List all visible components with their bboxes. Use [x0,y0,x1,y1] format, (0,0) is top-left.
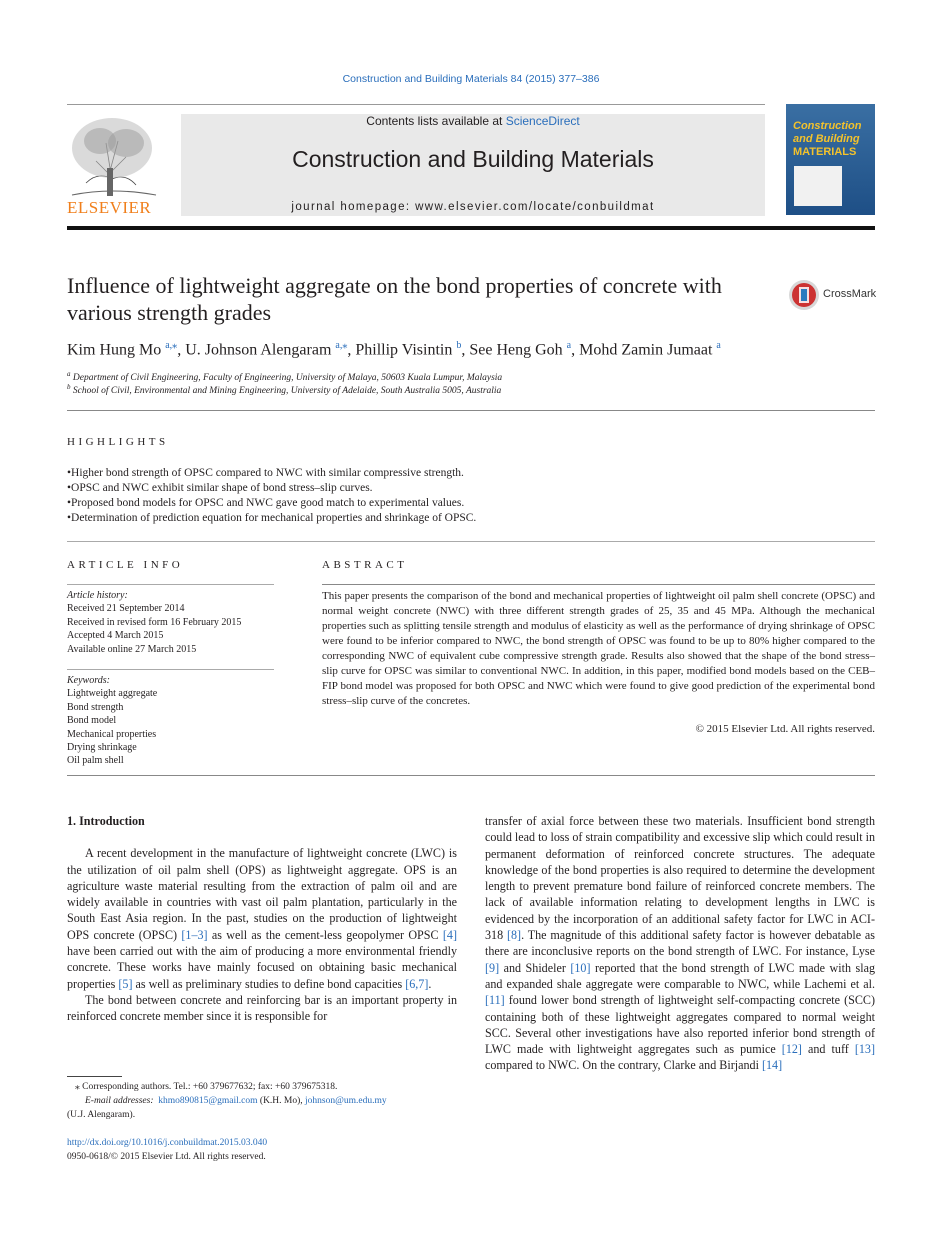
divider [67,584,274,585]
citation-link[interactable]: [12] [781,1042,802,1057]
journal-reference[interactable]: Construction and Building Materials 84 (2015) 377–386 [342,73,600,85]
history-label: Article history: [67,590,128,601]
highlights-heading: HIGHLIGHTS [67,436,169,448]
citation-link[interactable]: [8] [506,928,522,943]
cover-title: Construction and Building MATERIALS [793,120,862,158]
body-column-left [67,813,457,1025]
author-affiliation-mark[interactable]: a [716,340,721,351]
author-name: Phillip Visintin [355,341,453,359]
journal-title: Construction and Building Materials [292,146,654,172]
footnote-rule [67,1076,122,1077]
email-link[interactable]: johnson@um.edu.my [305,1096,387,1106]
paragraph: The bond between concrete and reinforcing bar is an important property in reinforced concrete member since it is responsible for [67,992,457,1024]
author-name: Mohd Zamin Jumaat [579,341,713,359]
highlights-list [67,466,875,526]
crossmark-badge[interactable] [788,279,908,311]
author-name: Kim Hung Mo [67,341,162,359]
citation-link[interactable]: [4] [442,927,457,942]
history-item: Received 21 September 2014 [67,603,185,615]
divider [67,541,875,542]
history-item: Available online 27 March 2015 [67,643,197,655]
footnote [67,1080,457,1122]
divider [322,584,875,585]
cover-panel [794,166,842,206]
paragraph: A recent development in the manufacture of lightweight concrete (LWC) is the utilization of oil palm shell (OPS) as lightweight aggregate. OPS is an agriculture waste material resulting from the extraction of palm oil and are widely available in countries with vast oil palm plantation, particularly in the South East Asia region. In the past, studies on the production of lightweight OPS concrete (OPSC) [1–3] as well as the cement-less geopolymer OPSC [4] have been carried out with the aim of producing a more environmental friendly concrete. These works have mainly focused on obtaining basic mechanical properties [5] as well as preliminary studies to define bond capacities [6,7]. [67,846,457,991]
abstract-heading: ABSTRACT [322,559,408,571]
keywords [67,674,277,768]
author-affiliation-mark[interactable]: a,⁎ [335,340,348,351]
article-title: Influence of lightweight aggregate on the bond properties of concrete with various strength grades [67,273,722,325]
citation-link[interactable]: [11] [485,993,505,1008]
article-history [67,589,277,656]
corresponding-author-note: ⁎ Corresponding authors. Tel.: +60 379677632; fax: +60 379675318. [75,1082,338,1092]
author-name: See Heng Goh [469,341,563,359]
doi-block [67,1136,267,1164]
abstract-text: This paper presents the comparison of the bond and mechanical properties of lightweight oil palm shell concrete (OPSC) and normal weight concrete (NWC) with three different strength grades of 25, 35 and 45 MPa. Although the mechanical properties such as splitting tensile strength and modulus of elasticity as well as the performance of drying shrinkage of OPSC were found to be inferior compared to NWC, the bond strength of OPSC was found to be up to 80% higher compared to the corresponding NWC of equivalent cube compressive strength grade. Results also showed that the shape of the bond stress–slip curve for OPSC was similar to conventional NWC. In addition, in this paper, modified bond models based on the CEB–FIP bond model was proposed for both OPSC and NWC which were found to give good prediction of the experimental bond stress–slip curve of the concretes. [322,590,875,707]
keyword: Mechanical properties [67,728,157,740]
keywords-label: Keywords: [67,675,110,686]
citation-link[interactable]: [13] [854,1042,875,1057]
email-link[interactable]: khmo890815@gmail.com [158,1096,258,1106]
citation-link[interactable]: [9] [485,960,500,975]
author-affiliation-mark[interactable]: a [566,340,572,351]
author-list: Kim Hung Mo $^{a,⁎}$, U. Johnson Alengaram $^{a,⁎}$, Phillip Visintin $^b$, See Heng Goh $^a$, Mohd Zamin Jumaat $^a$ [67,340,721,359]
divider [67,775,875,776]
citation-link[interactable]: [14] [761,1058,783,1073]
history-item: Accepted 4 March 2015 [67,630,164,642]
email-owner: (U.J. Alengaram). [67,1110,136,1120]
affiliation: $^a$ Department of Civil Engineering, Faculty of Engineering, University of Malaya, 50603 Kuala Lumpur, Malaysia [67,370,503,384]
body-column-right [485,813,875,1074]
affiliation: $^b$ School of Civil, Environmental and Mining Engineering, University of Adelaide, South Australia 5005, Australia [67,383,502,397]
contents-line [181,114,765,128]
journal-homepage[interactable]: journal homepage: www.elsevier.com/locate/conbuildmat [291,201,655,213]
issn-line: 0950-0618/© 2015 Elsevier Ltd. All rights reserved. [67,1152,266,1162]
divider [67,410,875,411]
highlight-item: • OPSC and NWC exhibit similar shape of bond stress–slip curves. [67,481,875,496]
keyword: Oil palm shell [67,755,124,767]
divider [67,669,274,670]
citation-link[interactable]: [5] [118,976,133,991]
highlight-item: • Higher bond strength of OPSC compared to NWC with similar compressive strength. [67,466,875,481]
keyword: Drying shrinkage [67,742,137,754]
keyword: Lightweight aggregate [67,688,158,700]
publisher-logo-text: ELSEVIER [67,198,152,217]
author-name: U. Johnson Alengaram [185,341,332,359]
highlight-item: • Proposed bond models for OPSC and NWC gave good match to experimental values. [67,496,875,511]
history-item: Received in revised form 16 February 2015 [67,616,242,628]
citation-link[interactable]: [1–3] [181,927,208,942]
crossmark-label: CrossMark [823,288,877,300]
abstract-copyright: © 2015 Elsevier Ltd. All rights reserved. [695,723,875,735]
doi-link[interactable]: http://dx.doi.org/10.1016/j.conbuildmat.2015.03.040 [67,1138,268,1148]
author-affiliation-mark[interactable]: b [456,340,462,351]
citation-link[interactable]: [6,7] [405,976,429,991]
email-line: E-mail addresses: khmo890815@gmail.com (K.H. Mo), johnson@um.edu.my [85,1096,387,1106]
keyword: Bond model [67,715,117,727]
keyword: Bond strength [67,701,124,713]
paragraph: transfer of axial force between these two materials. Insufficient bond strength could lead to loss of strain compatibility and excessive slip which could result in permanent deformation of reinforced concrete structures. The adequate knowledge of the bond properties is also required to determine the development length to prevent premature bond failure of reinforced concrete members. The lack of available information relating to development lengths in LWC is evidenced by the incorporation of an additional safety factor for LWC in ACI-318 [8]. The magnitude of this additional safety factor is however debatable as there are inconclusive reports on the bond strength of LWC. For instance, Lyse [9] and Shideler [10] reported that the bond strength of LWC made with slag and expanded shale aggregate were comparable to NWC, while Lachemi et al. [11] found lower bond strength of lightweight self-compacting concrete (SCC) containing both of these lightweight aggregates compared to normal weight SCC. Several other investigations have also reported inferior bond strength of LWC made with lightweight aggregates such as pumice [12] and tuff [13] compared to NWC. On the contrary, Clarke and Birjandi [14] [485,814,875,1073]
journal-cover-image[interactable] [786,104,875,215]
crossmark-icon [788,279,822,311]
highlight-item: • Determination of prediction equation for mechanical properties and shrinkage of OPSC. [67,511,875,526]
citation-link[interactable]: [10] [570,960,591,975]
section-heading: 1. Introduction [67,814,145,828]
sciencedirect-link[interactable]: ScienceDirect [505,114,580,128]
article-info-heading: ARTICLE INFO [67,559,184,571]
header-rule [67,226,875,230]
divider [67,104,765,105]
contents-prefix: Contents lists available at [366,114,506,128]
author-affiliation-mark[interactable]: a,⁎ [165,340,178,351]
